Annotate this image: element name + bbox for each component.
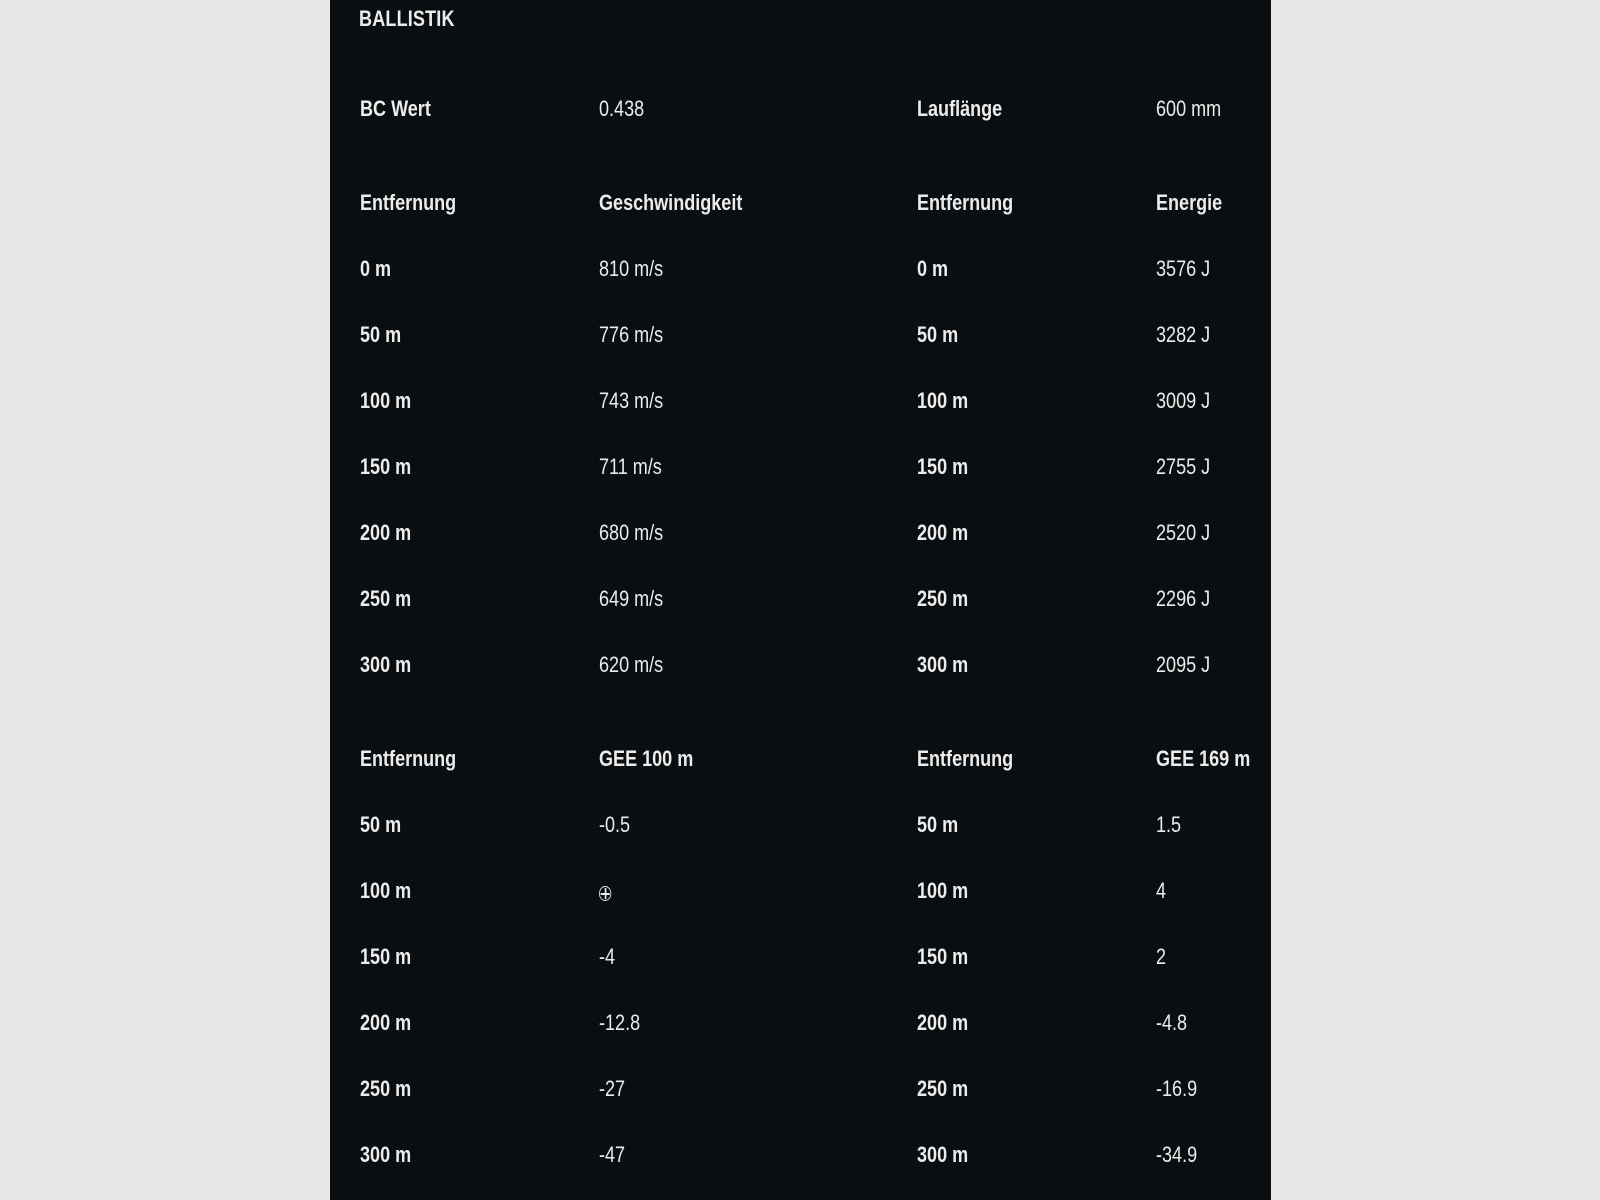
gee169-row-distance: 250 m xyxy=(917,1076,969,1101)
gee169-row-distance: 200 m xyxy=(917,1010,969,1035)
target-crosshair-icon xyxy=(599,886,611,901)
gee169-row-distance: 100 m xyxy=(917,878,969,903)
energy-row-value: 3009 J xyxy=(1156,388,1211,413)
energy-row-distance: 0 m xyxy=(917,256,949,281)
ballistics-panel xyxy=(330,0,1271,1200)
gee100-row-value: -27 xyxy=(599,1076,626,1101)
energy-row-value: 2095 J xyxy=(1156,652,1211,677)
energy-row-value: 2520 J xyxy=(1156,520,1211,545)
barrel-length-label: Lauflänge xyxy=(917,96,1003,121)
barrel-length-value: 600 mm xyxy=(1156,96,1222,121)
energy-row-distance: 300 m xyxy=(917,652,969,677)
energy-row-value: 3282 J xyxy=(1156,322,1211,347)
gee100-header-distance: Entfernung xyxy=(360,746,457,771)
velocity-row-distance: 250 m xyxy=(360,586,412,611)
gee100-header-value: GEE 100 m xyxy=(599,746,694,771)
velocity-header-value: Geschwindigkeit xyxy=(599,190,743,215)
velocity-row-value: 680 m/s xyxy=(599,520,664,545)
velocity-row-distance: 50 m xyxy=(360,322,402,347)
energy-row-distance: 200 m xyxy=(917,520,969,545)
energy-row-value: 2296 J xyxy=(1156,586,1211,611)
velocity-row-value: 743 m/s xyxy=(599,388,664,413)
energy-row-distance: 50 m xyxy=(917,322,959,347)
velocity-row-value: 649 m/s xyxy=(599,586,664,611)
gee100-row-distance: 200 m xyxy=(360,1010,412,1035)
gee100-row-distance: 300 m xyxy=(360,1142,412,1167)
gee169-header-value: GEE 169 m xyxy=(1156,746,1251,771)
gee169-row-value: 1.5 xyxy=(1156,812,1182,837)
gee169-row-value: 2 xyxy=(1156,944,1167,969)
gee100-row-distance: 100 m xyxy=(360,878,412,903)
velocity-row-distance: 150 m xyxy=(360,454,412,479)
gee100-row-value: -4 xyxy=(599,944,616,969)
gee169-row-value: -34.9 xyxy=(1156,1142,1198,1167)
velocity-row-value: 810 m/s xyxy=(599,256,664,281)
energy-row-value: 3576 J xyxy=(1156,256,1211,281)
gee169-row-value: 4 xyxy=(1156,878,1167,903)
gee169-row-distance: 150 m xyxy=(917,944,969,969)
bc-label: BC Wert xyxy=(360,96,431,121)
gee100-row-distance: 150 m xyxy=(360,944,412,969)
gee169-row-value: -16.9 xyxy=(1156,1076,1198,1101)
section-title: BALLISTIK xyxy=(359,6,455,31)
gee100-row-value xyxy=(599,878,611,904)
gee169-row-distance: 300 m xyxy=(917,1142,969,1167)
gee100-row-value: -0.5 xyxy=(599,812,631,837)
velocity-row-distance: 0 m xyxy=(360,256,392,281)
energy-header-distance: Entfernung xyxy=(917,190,1014,215)
velocity-row-value: 776 m/s xyxy=(599,322,664,347)
energy-row-distance: 150 m xyxy=(917,454,969,479)
gee100-row-value: -47 xyxy=(599,1142,626,1167)
velocity-row-value: 711 m/s xyxy=(599,454,662,479)
gee100-row-value: -12.8 xyxy=(599,1010,641,1035)
gee100-row-distance: 50 m xyxy=(360,812,402,837)
velocity-header-distance: Entfernung xyxy=(360,190,457,215)
energy-row-distance: 250 m xyxy=(917,586,969,611)
gee169-header-distance: Entfernung xyxy=(917,746,1014,771)
bc-value: 0.438 xyxy=(599,96,645,121)
gee169-row-value: -4.8 xyxy=(1156,1010,1188,1035)
energy-header-value: Energie xyxy=(1156,190,1223,215)
energy-row-value: 2755 J xyxy=(1156,454,1211,479)
energy-row-distance: 100 m xyxy=(917,388,969,413)
velocity-row-value: 620 m/s xyxy=(599,652,664,677)
velocity-row-distance: 200 m xyxy=(360,520,412,545)
gee100-row-distance: 250 m xyxy=(360,1076,412,1101)
velocity-row-distance: 100 m xyxy=(360,388,412,413)
gee169-row-distance: 50 m xyxy=(917,812,959,837)
velocity-row-distance: 300 m xyxy=(360,652,412,677)
